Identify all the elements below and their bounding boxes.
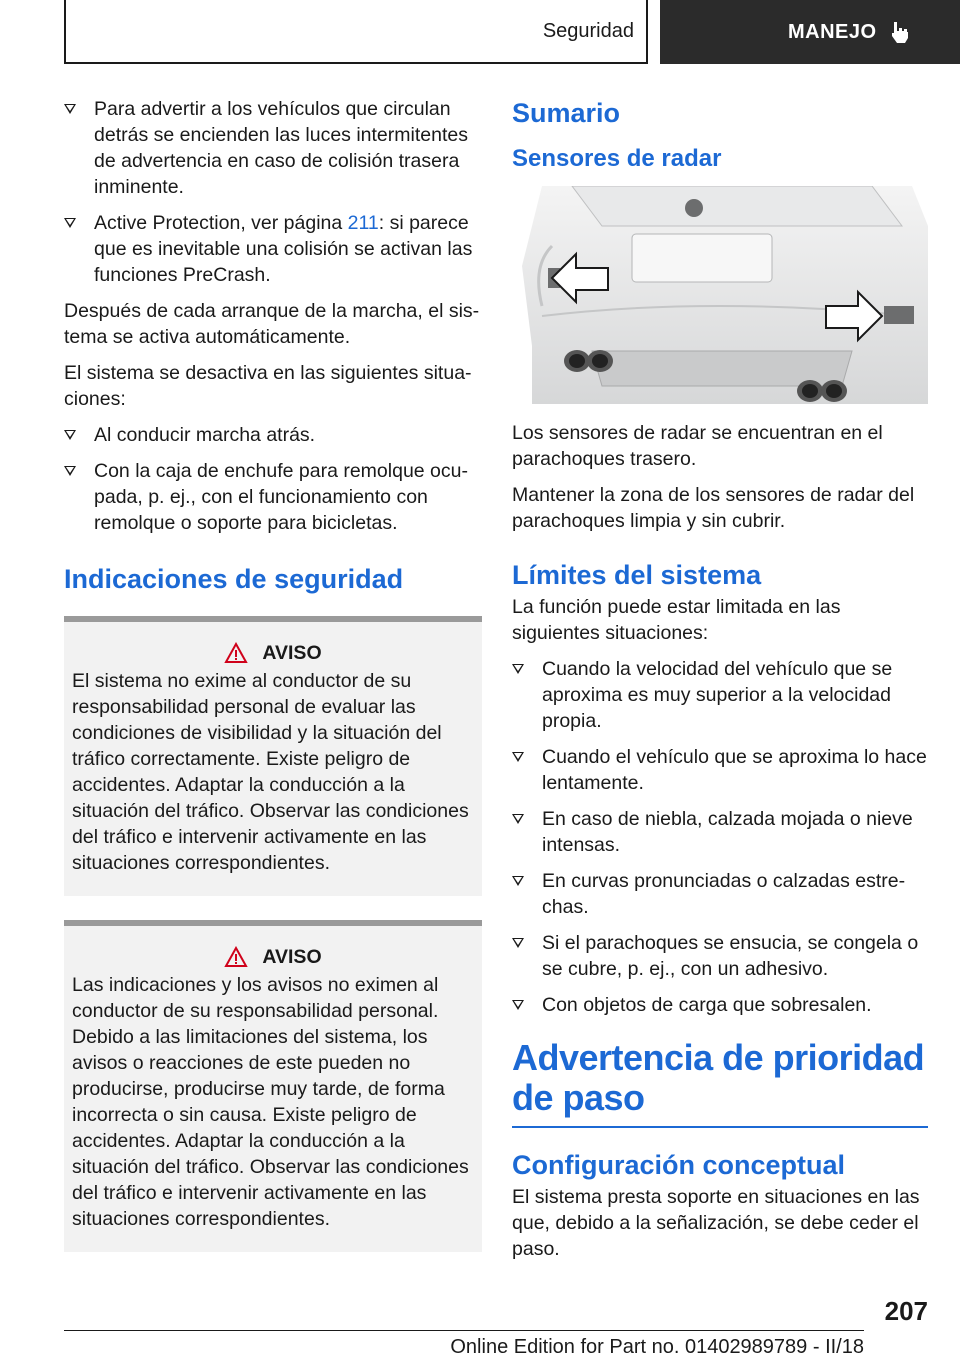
list-item-text: : si parece que es inevitable una colisión se activan las funciones PreCrash.	[94, 212, 473, 286]
warning-body: El sistema no exime al conductor de su responsabilidad personal de evaluar las condiciones de visibilidad y la situación del tráfico correctamente. Existe peligro de accidentes. Adaptar la conducción a la situación del tráfico. Observar las condiciones del tráfico e intervenir activamente en las situaciones correspondientes.	[72, 670, 469, 874]
list-item	[512, 992, 928, 1018]
warning-title	[72, 944, 474, 970]
warning-triangle-icon	[224, 946, 248, 968]
list-item	[512, 656, 928, 734]
paragraph: La función puede estar limitada en las siguientes situaciones:	[512, 596, 841, 644]
bullet-triangle-icon	[64, 430, 76, 440]
bullet-triangle-icon	[512, 664, 524, 674]
paragraph: Mantener la zona de los sensores de radar del parachoques limpia y sin cubrir.	[512, 484, 915, 532]
right-column	[512, 96, 928, 1272]
bullet-triangle-icon	[64, 466, 76, 476]
list-item	[64, 96, 482, 200]
section-heading-sumario: Sumario	[512, 98, 621, 128]
warning-box	[64, 920, 482, 1252]
list-item	[64, 210, 482, 288]
paragraph: El sistema presta soporte en situaciones en las que, debido a la señalización, se debe ceder el paso.	[512, 1186, 920, 1260]
subheading-sensores: Sensores de radar	[512, 145, 722, 172]
bullet-triangle-icon	[512, 1000, 524, 1010]
list-item-text: Cuando el vehículo que se aproxima lo hace lentamente.	[542, 746, 927, 794]
bullet-triangle-icon	[64, 218, 76, 228]
bullet-list-activation	[64, 96, 482, 288]
warning-triangle-icon	[224, 642, 248, 664]
list-item-text: Al conducir marcha atrás.	[94, 424, 316, 446]
bullet-triangle-icon	[64, 104, 76, 114]
warning-title-text: AVISO	[262, 642, 322, 664]
bullet-triangle-icon	[512, 814, 524, 824]
paragraph: El sistema se desactiva en las siguientes situaciones:	[64, 362, 472, 410]
chapter-heading-prioridad: Advertencia de prioridad de paso	[512, 1038, 928, 1128]
warning-title	[72, 640, 474, 666]
warning-title-text: AVISO	[262, 946, 322, 968]
paragraph: Después de cada arranque de la marcha, el sistema se activa automáticamente.	[64, 300, 480, 348]
list-item-text: Con la caja de enchufe para remolque ocupada, p. ej., con el funcionamiento con remolque o soporte para bicicletas.	[94, 460, 468, 534]
edition-info: Online Edition for Part no. 01402989789 - II/18	[450, 1336, 864, 1358]
footer-divider	[64, 1330, 864, 1331]
bullet-list-limites	[512, 656, 928, 1018]
warning-box	[64, 616, 482, 896]
warning-body: Las indicaciones y los avisos no eximen al conductor de su responsabilidad personal. Debido a las limitaciones del sistema, los avisos o reacciones de este pueden no producirse, producirse muy tarde, de forma incorrecta o sin causa. Existe peligro de accidentes. Adaptar la conducción a la situación del tráfico. Observar las condiciones del tráfico e intervenir activamente en las situaciones correspondientes.	[72, 974, 469, 1230]
subheading-configuracion: Configuración conceptual	[512, 1150, 846, 1180]
list-item-text: Cuando la velocidad del vehículo que se aproxima es muy superior a la velocidad propia.	[542, 658, 893, 732]
section-heading: Indicaciones de seguridad	[64, 564, 404, 594]
paragraph: Los sensores de radar se encuentran en el parachoques trasero.	[512, 422, 883, 470]
page-reference-link[interactable]: 211	[347, 212, 379, 234]
bullet-list-deactivation	[64, 422, 482, 536]
car-rear-illustration	[512, 186, 928, 404]
hand-pointer-icon	[889, 20, 911, 44]
section-title-text: Seguridad	[542, 19, 634, 42]
list-item-text: Active Protection, ver página	[94, 212, 348, 234]
section-title	[64, 0, 648, 64]
list-item-text: Con objetos de carga que sobresalen.	[542, 994, 872, 1016]
list-item	[512, 930, 928, 982]
chapter-tab-label: MANEJO	[788, 20, 877, 43]
bullet-triangle-icon	[512, 938, 524, 948]
page-footer	[0, 1296, 960, 1362]
list-item	[512, 868, 928, 920]
bullet-triangle-icon	[512, 752, 524, 762]
list-item	[512, 806, 928, 858]
page-header	[0, 0, 960, 64]
list-item-text: Si el parachoques se ensucia, se congela o se cubre, p. ej., con un adhesivo.	[542, 932, 919, 980]
chapter-tab[interactable]	[660, 0, 960, 64]
list-item	[64, 458, 482, 536]
bullet-triangle-icon	[512, 876, 524, 886]
list-item	[64, 422, 482, 448]
list-item-text: En curvas pronunciadas o calzadas estrechas.	[542, 870, 906, 918]
list-item-text: En caso de niebla, calzada mojada o nieve intensas.	[542, 808, 913, 856]
list-item	[512, 744, 928, 796]
radar-sensor-illustration	[512, 186, 928, 404]
left-column	[64, 96, 482, 1276]
section-heading-limites: Límites del sistema	[512, 560, 762, 590]
page-number: 207	[884, 1296, 928, 1326]
list-item-text: Para advertir a los vehículos que circulan detrás se encienden las luces intermitentes de advertencia en caso de colisión trasera inminente.	[94, 98, 468, 198]
